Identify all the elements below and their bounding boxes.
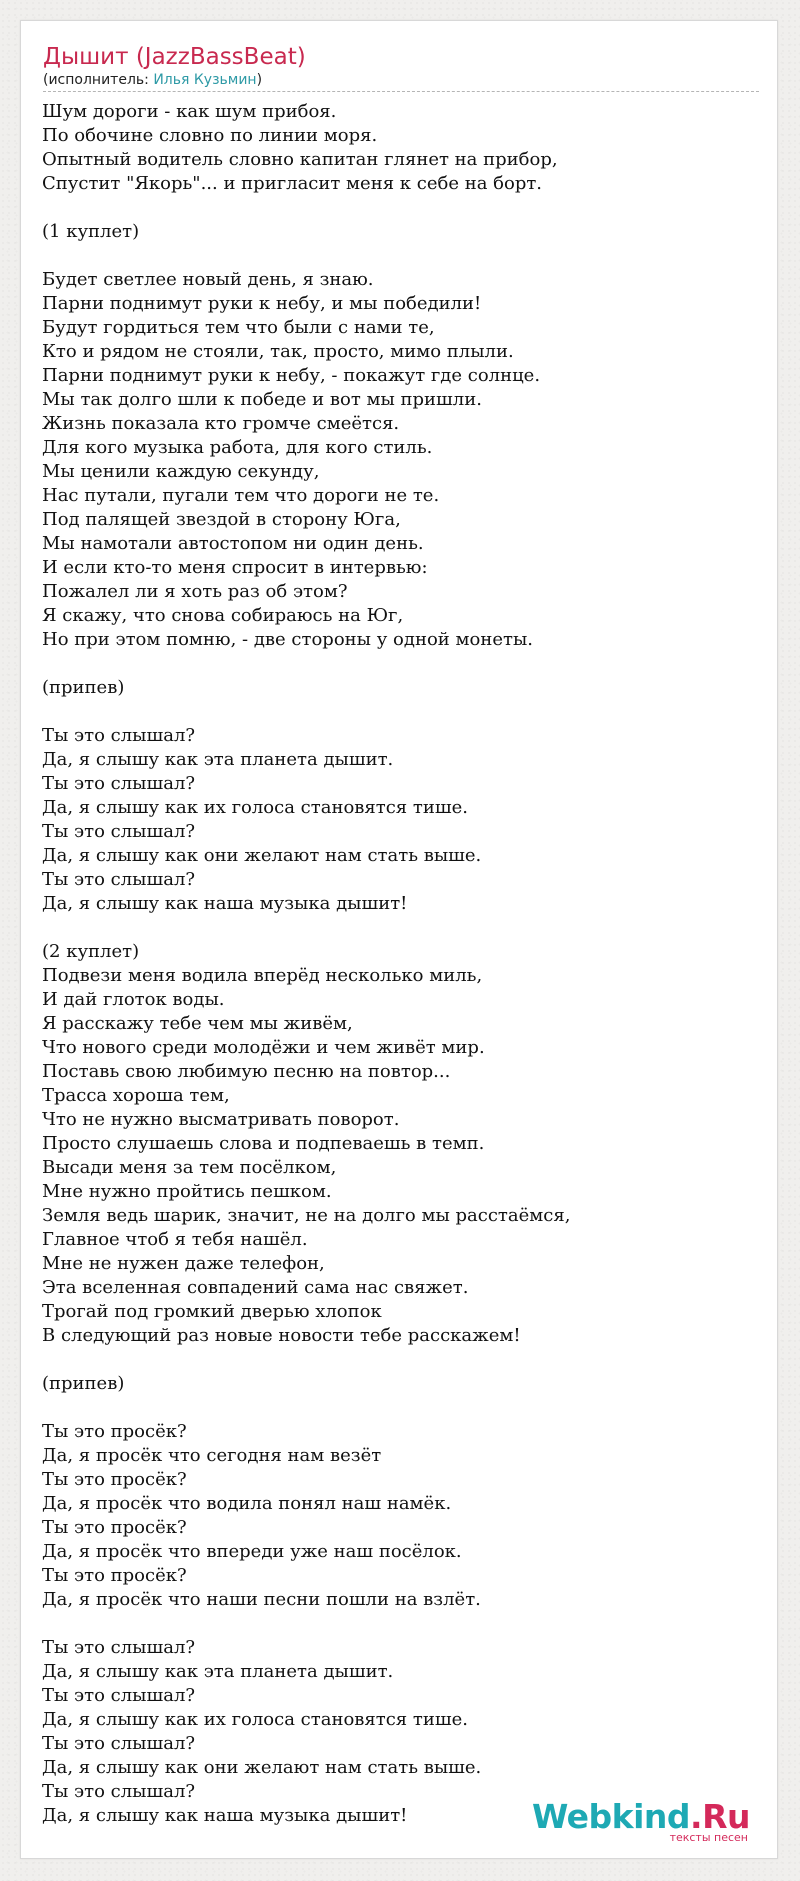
logo-tld: .Ru bbox=[690, 1797, 750, 1836]
site-logo[interactable] bbox=[531, 1797, 750, 1846]
song-title: Дышит (JazzBassBeat) bbox=[43, 44, 306, 70]
artist-suffix: ) bbox=[256, 72, 263, 88]
artist-link[interactable]: Илья Кузьмин bbox=[153, 72, 257, 88]
logo-name: Webkind bbox=[531, 1797, 691, 1836]
song-header bbox=[43, 41, 759, 92]
logo-tagline: тексты песен bbox=[669, 1831, 748, 1844]
artist-prefix: (исполнитель: bbox=[43, 72, 154, 88]
lyrics-text: Шум дороги - как шум прибоя. По обочине словно по линии моря. Опытный водитель словно капитан глянет на прибор, Спустит "Якорь"... и пригласит меня к себе на борт. (1 куплет) Будет светлее новый день, я знаю. Парни поднимут руки к небу, и мы победили! Будут гордиться тем что были с нами те, Кто и рядом не стояли, так, просто, мимо плыли. Парни поднимут руки к небу, - покажут где солнце. Мы так долго шли к победе и вот мы пришли. Жизнь показала кто громче смеётся. Для кого музыка работа, для кого стиль. Мы ценили каждую секунду, Нас путали, пугали тем что дороги не те. Под палящей звездой в сторону Юга, Мы намотали автостопом ни один день. И если кто-то меня спросит в интервью: Пожалел ли я хоть раз об этом? Я скажу, что снова собираюсь на Юг, Но при этом помню, - две стороны у одной монеты. (припев) Ты это слышал? Да, я слышу как эта планета дышит. Ты это слышал? Да, я слышу как их голоса становятся тише. Ты это слышал? Да, я слышу как они желают нам стать выше. Ты это слышал? Да, я слышу как наша музыка дышит! (2 куплет) Подвези меня водила вперёд несколько миль, И дай глоток воды. Я расскажу тебе чем мы живём, Что нового среди молодёжи и чем живёт мир. Поставь свою любимую песню на повтор... Трасса хороша тем, Что не нужно высматривать поворот. Просто слушаешь слова и подпеваешь в темп. Высади меня за тем посёлком, Мне нужно пройтись пешком. Земля ведь шарик, значит, не на долго мы расстаёмся, Главное чтоб я тебя нашёл. Мне не нужен даже телефон, Эта вселенная совпадений сама нас свяжет. Трогай под громкий дверью хлопок В следующий раз новые новости тебе расскажем! (припев) Ты это просёк? Да, я просёк что сегодня нам везёт Ты это просёк? Да, я просёк что водила понял наш намёк. Ты это просёк? Да, я просёк что впереди уже наш посёлок. Ты это просёк? Да, я просёк что наши песни пошли на взлёт. Ты это слышал? Да, я слышу как эта планета дышит. Ты это слышал? Да, я слышу как их голоса становятся тише. Ты это слышал? Да, я слышу как они желают нам стать выше. Ты это слышал? Да, я слышу как наша музыка дышит! bbox=[42, 101, 571, 1826]
artist-line bbox=[43, 71, 262, 89]
lyrics-page bbox=[20, 20, 778, 1859]
